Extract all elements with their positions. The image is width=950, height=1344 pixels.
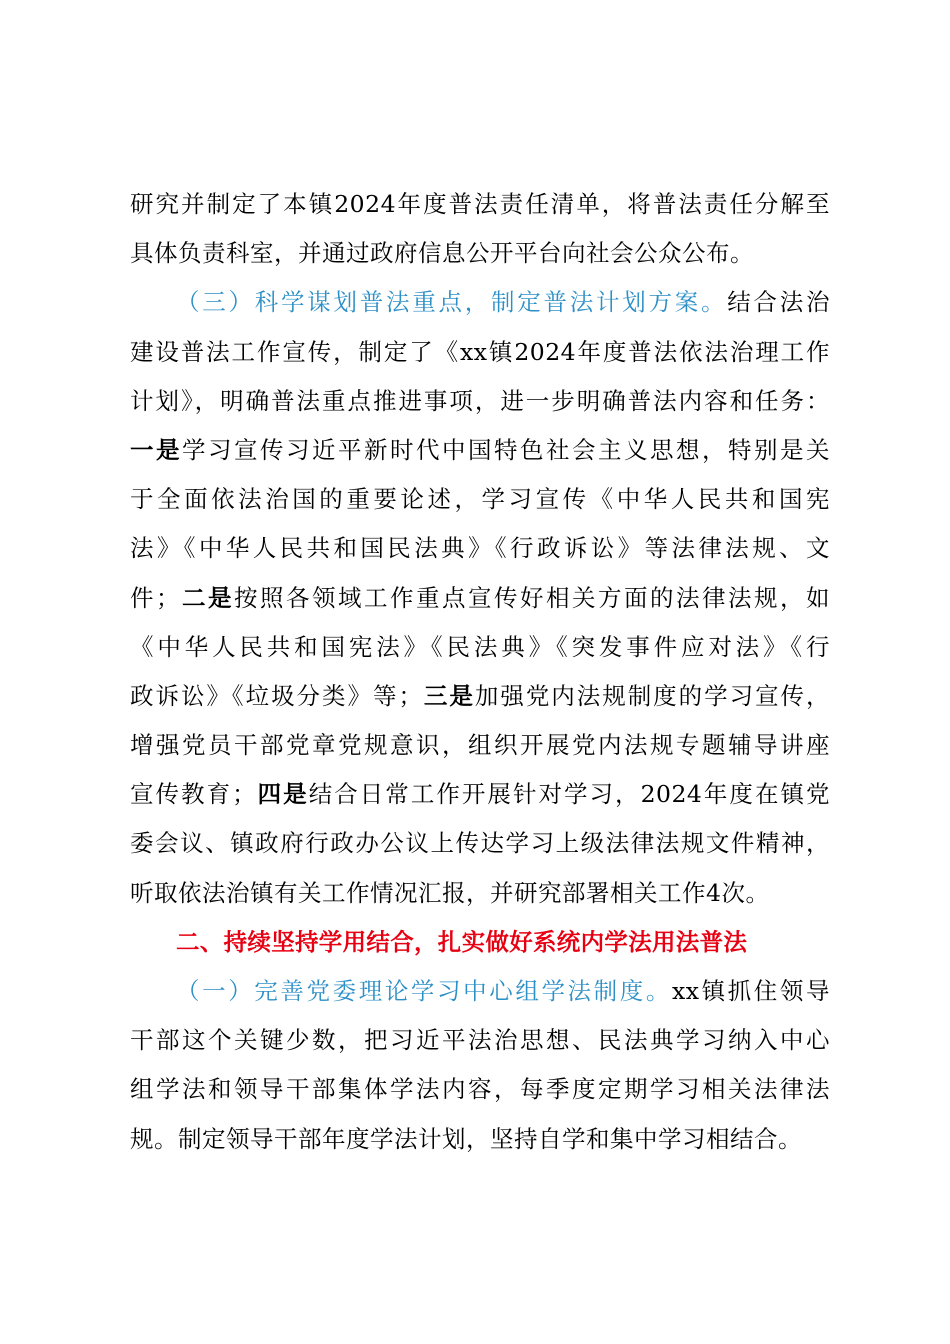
body-text: 建设普法工作宣传，制定了《xx镇2024年度普法依法治理工作 <box>130 337 830 366</box>
bold-marker-three: 三是 <box>422 681 475 710</box>
section-heading: 二、持续坚持学用结合，扎实做好系统内学法用法普法 <box>176 927 748 956</box>
body-text: 宣传教育； <box>130 780 257 809</box>
paragraph-line <box>130 819 830 868</box>
body-text: 增强党员干部党章党规意识，组织开展党内法规专题辅导讲座 <box>130 731 830 760</box>
body-text: 结合法治 <box>727 288 830 317</box>
paragraph-line <box>130 1016 830 1065</box>
paragraph-line <box>130 869 830 918</box>
paragraph-line <box>130 377 830 426</box>
body-text: 件； <box>130 583 180 612</box>
subheading-plan: （三）科学谋划普法重点，制定普法计划方案。 <box>176 288 728 317</box>
body-text: 计划》，明确普法重点推进事项，进一步明确普法内容和任务： <box>130 386 830 415</box>
body-text: 听取依法治镇有关工作情况汇报，并研究部署相关工作4次。 <box>130 878 770 907</box>
subheading-study-system: （一）完善党委理论学习中心组学法制度。 <box>176 977 672 1005</box>
body-text: 法》《中华人民共和国民法典》《行政诉讼》等法律法规、文 <box>130 534 830 563</box>
paragraph-line <box>130 770 830 819</box>
paragraph-line <box>130 1065 830 1114</box>
paragraph-line <box>130 672 830 721</box>
bold-marker-two: 二是 <box>180 583 234 612</box>
body-text: 研究并制定了本镇2024年度普法责任清单，将普法责任分解至 <box>130 190 830 218</box>
body-text: 《中华人民共和国宪法》《民法典》《突发事件应对法》《行 <box>130 632 830 661</box>
body-text: 组学法和领导干部集体学法内容，每季度定期学习相关法律法 <box>130 1075 830 1104</box>
paragraph-line <box>130 475 830 524</box>
paragraph-line <box>130 721 830 770</box>
document-page <box>130 180 830 1164</box>
body-text: 具体负责科室，并通过政府信息公开平台向社会公众公布。 <box>130 239 754 268</box>
body-text: 委会议、镇政府行政办公议上传达学习上级法律法规文件精神， <box>130 829 830 858</box>
body-text: 结合日常工作开展针对学习，2024年度在镇党 <box>308 780 831 809</box>
paragraph-line <box>130 426 830 475</box>
body-text: 规。制定领导干部年度学法计划，坚持自学和集中学习相结合。 <box>130 1124 802 1153</box>
body-text: 政诉讼》《垃圾分类》等； <box>130 681 423 710</box>
paragraph-line <box>130 229 830 278</box>
body-text: 干部这个关键少数，把习近平法治思想、民法典学习纳入中心 <box>130 1026 830 1055</box>
paragraph-line <box>130 278 830 327</box>
paragraph-line <box>130 180 830 229</box>
paragraph-line <box>130 574 830 623</box>
paragraph-line <box>130 328 830 377</box>
body-text: 于全面依法治国的重要论述，学习宣传《中华人民共和国宪 <box>130 485 830 514</box>
body-text: 学习宣传习近平新时代中国特色社会主义思想，特别是关 <box>182 435 830 464</box>
paragraph-line <box>130 967 830 1016</box>
bold-marker-four: 四是 <box>256 780 309 809</box>
paragraph-line <box>130 1115 830 1164</box>
body-text: xx镇抓住领导 <box>671 977 830 1005</box>
body-text: 按照各领域工作重点宣传好相关方面的法律法规，如 <box>234 583 830 612</box>
paragraph-line <box>130 623 830 672</box>
bold-marker-one: 一是 <box>130 435 182 464</box>
paragraph-line <box>130 524 830 573</box>
body-text: 加强党内法规制度的学习宣传， <box>474 681 831 710</box>
